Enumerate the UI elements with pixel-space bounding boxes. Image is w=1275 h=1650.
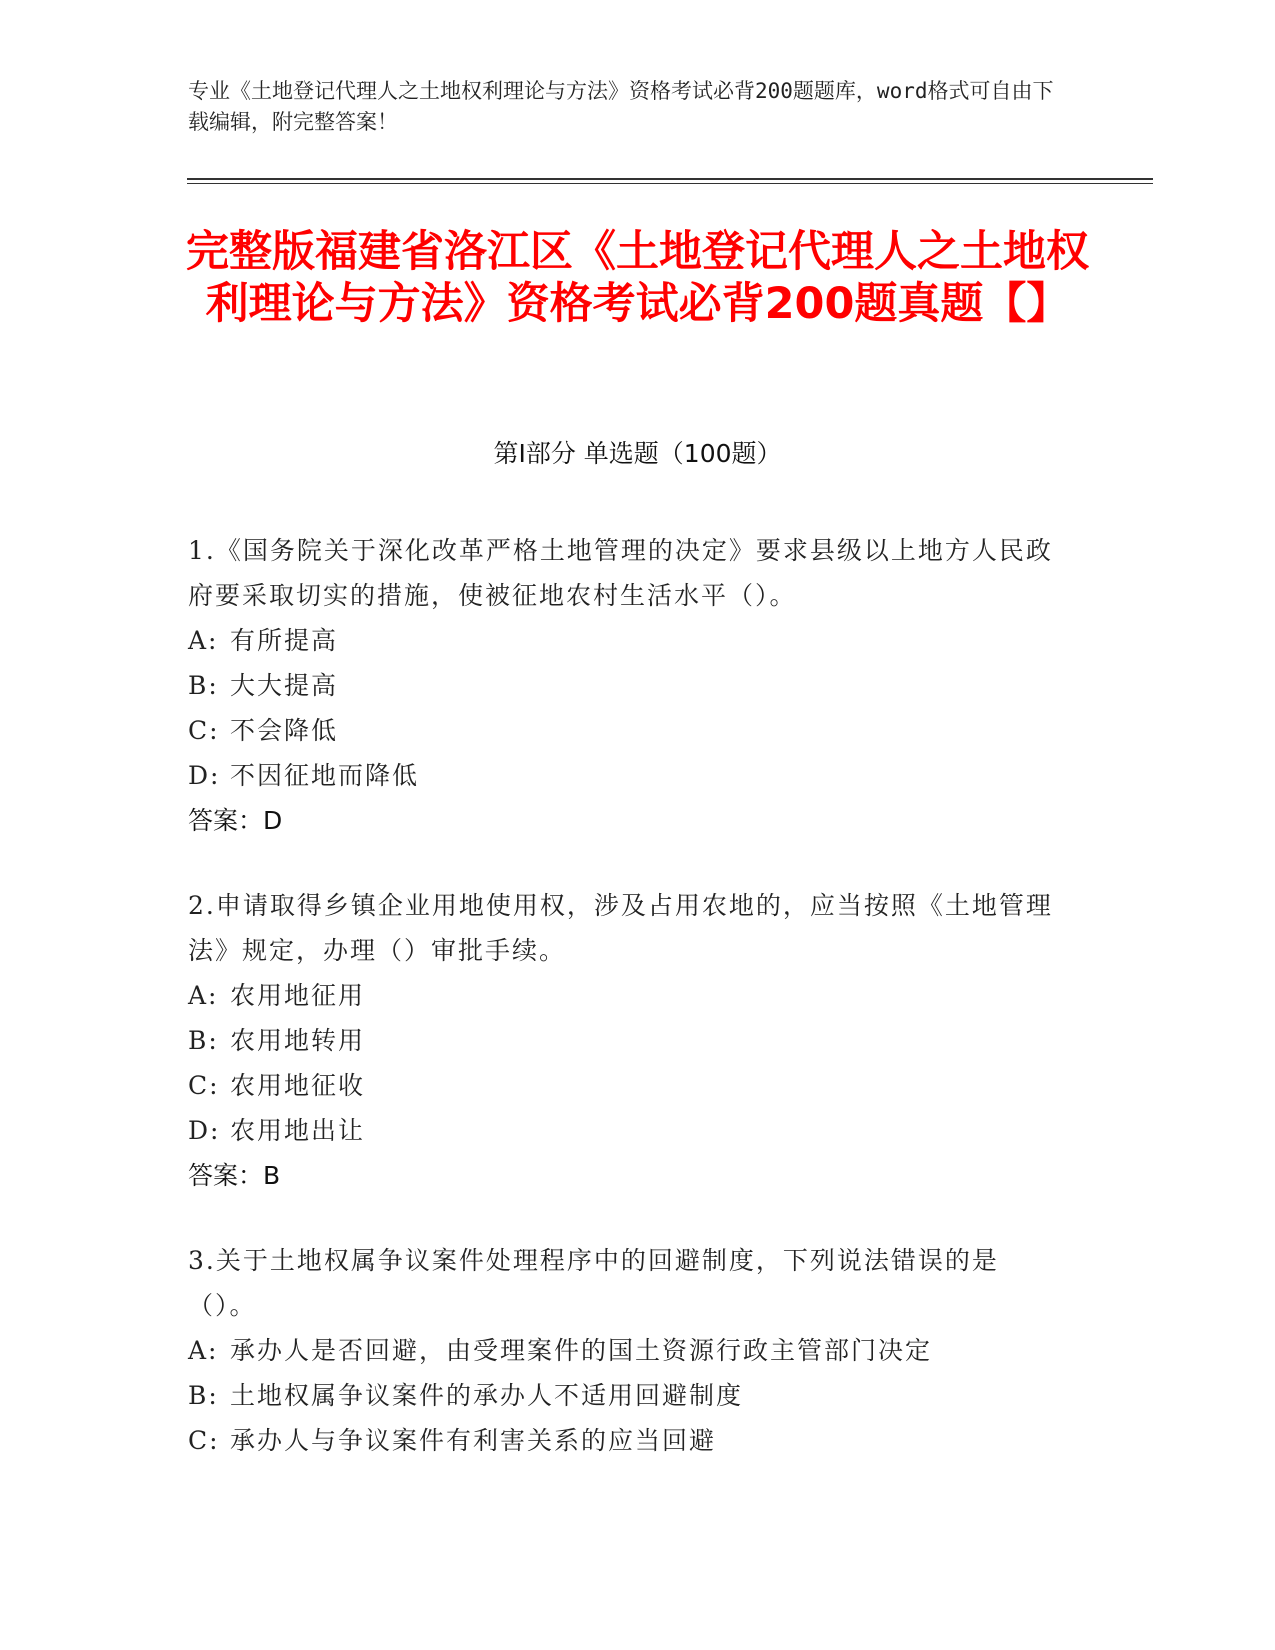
option-text: 农用地征用 [230, 981, 366, 1010]
option-text: 大大提高 [230, 671, 339, 700]
option-text: 农用地征收 [230, 1071, 366, 1100]
option-key: D: [188, 1116, 221, 1145]
option-text: 土地权属争议案件的承办人不适用回避制度 [230, 1381, 744, 1410]
question-list [188, 528, 1058, 1503]
header-note: 专业《土地登记代理人之土地权利理论与方法》资格考试必背200题题库，word格式可自由下载编辑，附完整答案！ [188, 79, 1054, 134]
document-title: 完整版福建省洛江区《土地登记代理人之土地权利理论与方法》资格考试必背200题真题【】 [186, 227, 1089, 329]
option-key: C: [188, 1426, 220, 1455]
option-b [188, 1373, 1058, 1418]
question-stem: 3.关于土地权属争议案件处理程序中的回避制度，下列说法错误的是（）。 [188, 1246, 999, 1320]
option-a [188, 973, 1058, 1018]
question-stem: 1.《国务院关于深化改革严格土地管理的决定》要求县级以上地方人民政府要采取切实的措施，使被征地农村生活水平（）。 [188, 536, 1053, 610]
option-d [188, 753, 1058, 798]
option-text: 农用地转用 [230, 1026, 366, 1055]
option-b [188, 663, 1058, 708]
question-1 [188, 528, 1058, 843]
option-key: B: [188, 671, 219, 700]
option-key: A: [188, 626, 219, 655]
option-text: 承办人是否回避，由受理案件的国土资源行政主管部门决定 [230, 1336, 933, 1365]
option-key: B: [188, 1381, 219, 1410]
option-key: D: [188, 761, 221, 790]
option-text: 不会降低 [230, 716, 339, 745]
option-a [188, 618, 1058, 663]
option-text: 承办人与争议案件有利害关系的应当回避 [230, 1426, 717, 1455]
header-divider-thin [187, 183, 1153, 184]
option-b [188, 1018, 1058, 1063]
question-2 [188, 883, 1058, 1198]
option-d [188, 1108, 1058, 1153]
answer-line: 答案：B [188, 1161, 281, 1190]
answer-line: 答案：D [188, 806, 283, 835]
option-c [188, 1418, 1058, 1463]
option-c [188, 708, 1058, 753]
option-key: B: [188, 1026, 219, 1055]
option-text: 有所提高 [230, 626, 339, 655]
option-key: A: [188, 981, 219, 1010]
header-divider [187, 178, 1153, 180]
option-c [188, 1063, 1058, 1108]
option-key: A: [188, 1336, 219, 1365]
option-text: 农用地出让 [230, 1116, 366, 1145]
question-3 [188, 1238, 1058, 1463]
option-a [188, 1328, 1058, 1373]
section-heading: 第I部分 单选题（100题） [493, 439, 782, 468]
option-key: C: [188, 1071, 220, 1100]
option-text: 不因征地而降低 [230, 761, 420, 790]
option-key: C: [188, 716, 220, 745]
question-stem: 2.申请取得乡镇企业用地使用权，涉及占用农地的，应当按照《土地管理法》规定，办理（）审批手续。 [188, 891, 1053, 965]
